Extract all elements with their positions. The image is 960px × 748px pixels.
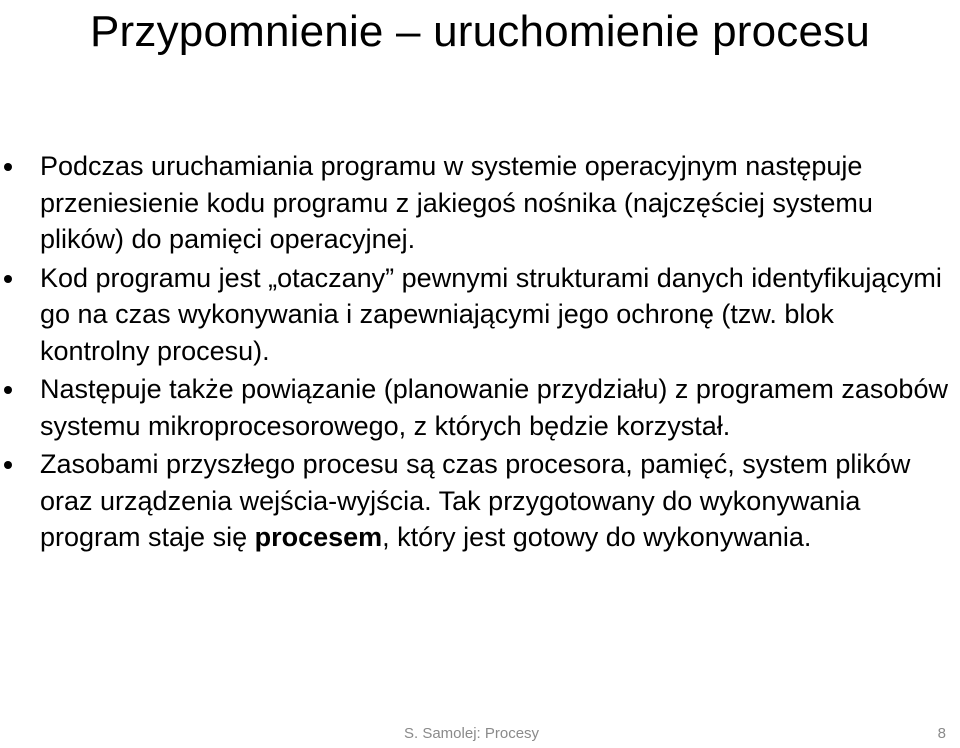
bullet-text: Kod programu jest „otaczany” pewnymi strukturami danych identyfikującymi go na czas wykonywania i zapewniającymi jego ochronę (tzw. blok kontrolny procesu).: [40, 262, 942, 366]
bullet-point-icon: [4, 163, 12, 171]
slide-title: Przypomnienie – uruchomienie procesu: [89, 7, 871, 56]
bullet-item: [0, 148, 960, 258]
bullet-item: [0, 371, 960, 444]
bullet-point-icon: [4, 461, 12, 469]
footer-author: S. Samolej: Procesy: [404, 725, 540, 742]
bullet-point-icon: [4, 275, 12, 283]
bullet-bold-term: procesem: [254, 522, 383, 552]
bullet-item: [0, 446, 960, 556]
bullet-text-before: Zasobami przyszłego procesu są czas procesora, pamięć, system plików oraz urządzenia wejścia-wyjścia. Tak przygotowany do wykonywania program staje się: [40, 449, 911, 552]
bullet-point-icon: [4, 386, 12, 394]
bullet-text-after: , który jest gotowy do wykonywania.: [382, 522, 812, 552]
bullet-text: Podczas uruchamiania programu w systemie operacyjnym następuje przeniesienie kodu programu z jakiegoś nośnika (najczęściej systemu plików) do pamięci operacyjnej.: [40, 151, 873, 254]
page-number: 8: [937, 725, 946, 742]
bullet-text: Następuje także powiązanie (planowanie przydziału) z programem zasobów systemu mikroprocesorowego, z których będzie korzystał.: [40, 374, 948, 441]
bullet-item: [0, 260, 960, 370]
bullet-list: [0, 148, 960, 558]
